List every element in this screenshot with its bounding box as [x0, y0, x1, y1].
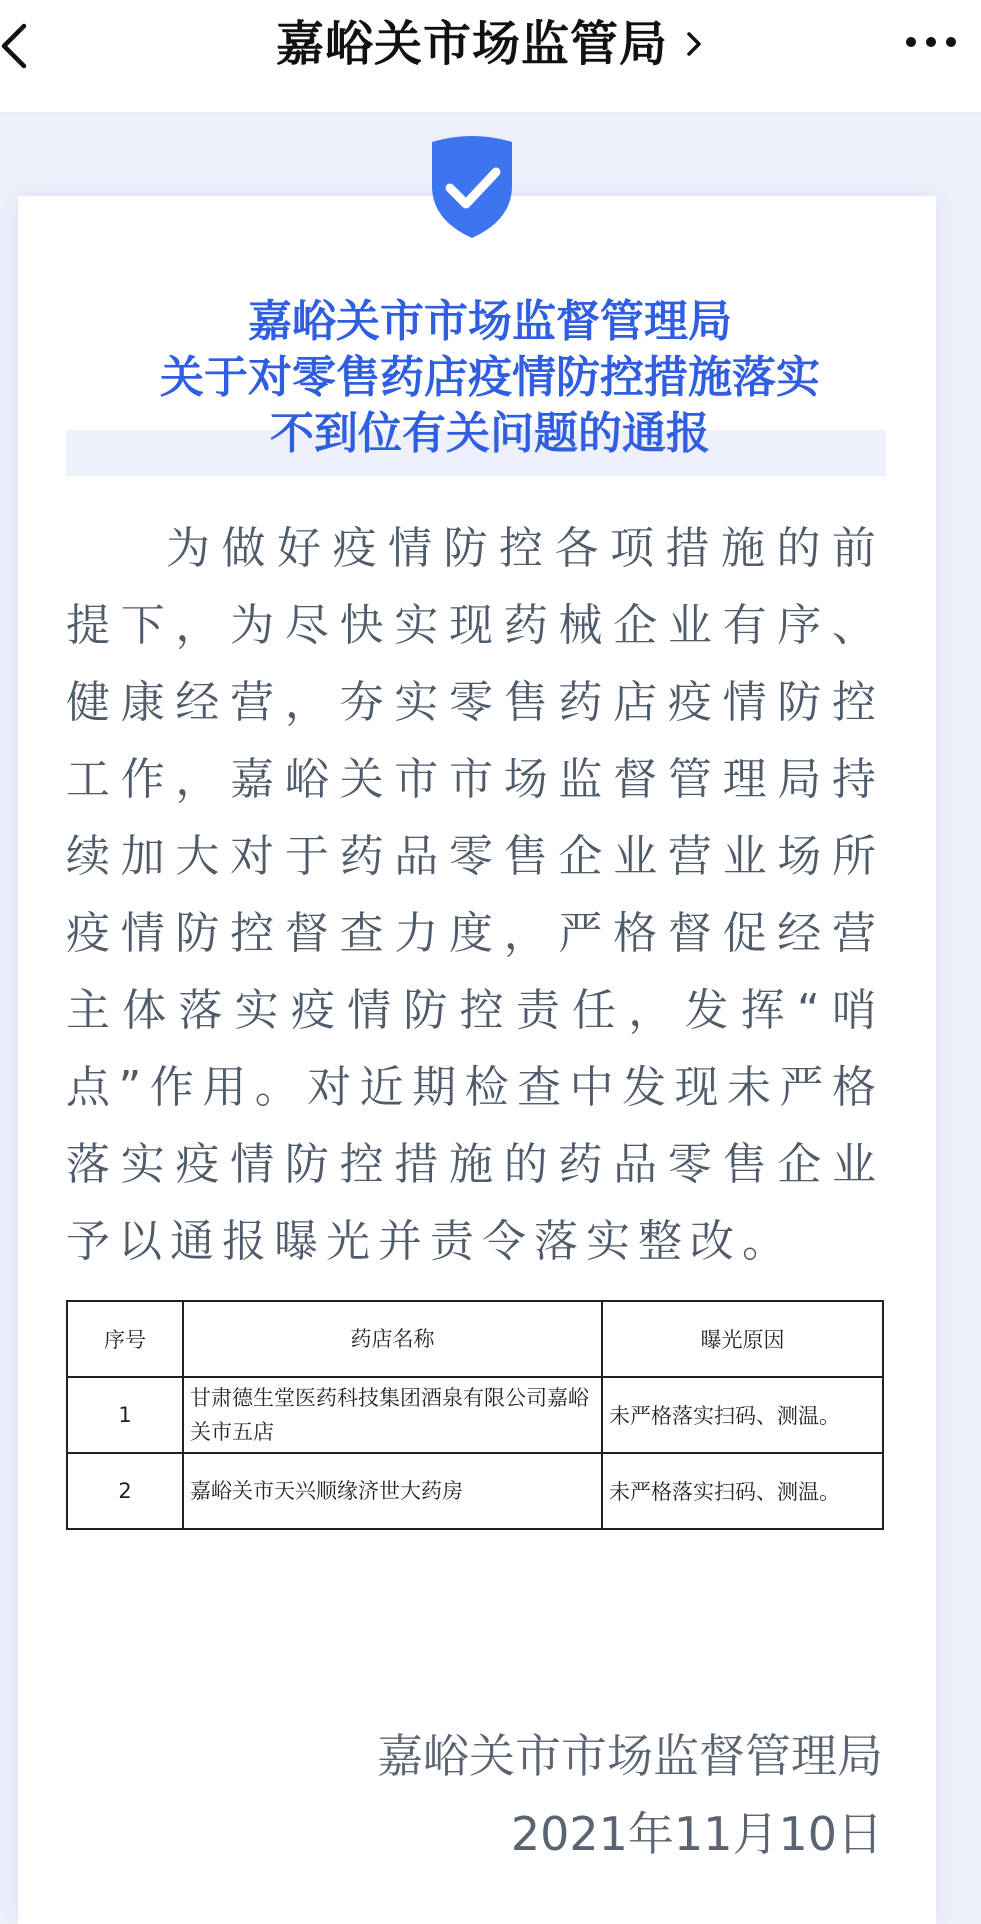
signature: 嘉峪关市市场监督管理局	[377, 1729, 883, 1783]
header-reason: 曝光原因	[602, 1301, 883, 1377]
header-no: 序号	[67, 1301, 183, 1377]
header-name: 药店名称	[183, 1301, 602, 1377]
table-row	[67, 1453, 883, 1529]
article-body: 为做好疫情防控各项措施的前提下，为尽快实现药械企业有序、健康经营，夯实零售药店疫情防控工作，嘉峪关市市场监督管理局持续加大对于药品零售企业营业场所疫情防控督查力度，严格督促经营主体落实疫情防控责任，发挥“哨点”作用。对近期检查中发现未严格落实疫情防控措施的药品零售企业予以通报曝光并责令落实整改。	[66, 523, 884, 1267]
article-headline	[40, 294, 940, 462]
chevron-right-icon	[683, 28, 705, 60]
exposure-table	[66, 1300, 884, 1530]
row-no: 1	[67, 1377, 183, 1453]
shield-check-icon	[426, 132, 518, 242]
row-reason: 未严格落实扫码、测温。	[602, 1453, 883, 1529]
headline-line-2: 关于对零售药店疫情防控措施落实	[160, 352, 820, 403]
issue-date: 2021年11月10日	[510, 1807, 883, 1861]
table-header-row	[67, 1301, 883, 1377]
row-no: 2	[67, 1453, 183, 1529]
headline-line-3: 不到位有关问题的通报	[270, 408, 710, 459]
headline-line-1: 嘉峪关市市场监督管理局	[248, 296, 732, 347]
row-reason: 未严格落实扫码、测温。	[602, 1377, 883, 1453]
more-icon[interactable]	[903, 34, 959, 50]
nav-bar	[0, 0, 981, 113]
row-name: 嘉峪关市天兴顺缘济世大药房	[183, 1453, 602, 1529]
nav-title-area[interactable]	[0, 14, 981, 74]
row-name: 甘肃德生堂医药科技集团酒泉有限公司嘉峪关市五店	[183, 1377, 602, 1453]
page-title: 嘉峪关市场监管局	[275, 16, 668, 72]
table-row	[67, 1377, 883, 1453]
